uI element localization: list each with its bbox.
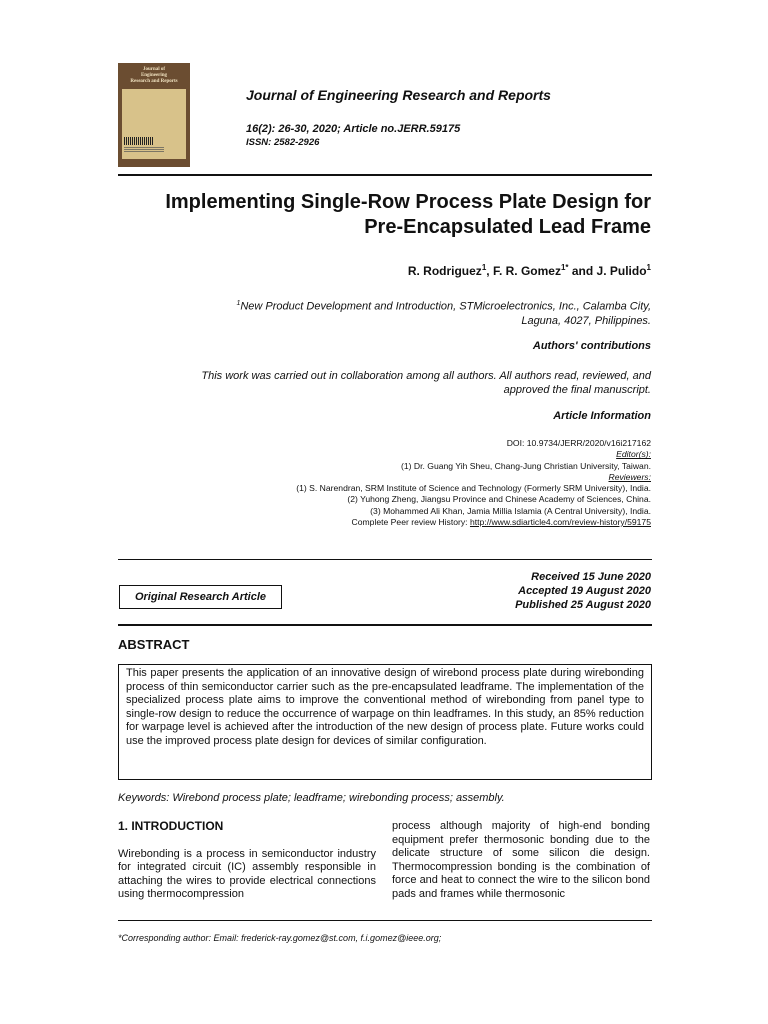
contributions-line-2: approved the final manuscript. — [503, 384, 651, 396]
right-column — [392, 820, 650, 902]
intro-paragraph-left: Wirebonding is a process in semiconductor industry for integrated circuit (IC) assembly responsible in attaching the wires to provide electrical connections using thermocompression — [118, 847, 376, 901]
cover-fine-print — [124, 147, 164, 153]
contributions-line-1: This work was carried out in collaboration among all authors. All authors read, reviewed, and — [201, 370, 651, 382]
article-info-block — [131, 438, 651, 528]
issue-info: 16(2): 26-30, 2020; Article no.JERR.59175 — [246, 123, 461, 135]
contributions-text — [151, 369, 651, 397]
abstract-text: This paper presents the application of an innovative design of wirebond process plate during wirebonding process of thin semiconductor carrier such as the pre-encapsulated leadframe. The implementation of the specialized process plate aims to improve the conventional method of wirebonding from panel type to single-row design to reduce the occurrence of warpage on thin leadframes. In this study, an 85% reduction for warpage level is achieved after the introduction of the new design of process plate. Future works could use the improved process plate design for devices of similar configuration. — [118, 664, 652, 780]
paper-title-line-2: Pre-Encapsulated Lead Frame — [364, 216, 651, 238]
author-separator: , — [486, 264, 493, 278]
issn: ISSN: 2582-2926 — [246, 137, 320, 148]
author-separator: and — [568, 264, 597, 278]
article-info-heading: Article Information — [553, 410, 651, 422]
contributions-heading: Authors' contributions — [532, 340, 651, 352]
journal-cover-image — [118, 63, 190, 167]
doi: DOI: 10.9734/JERR/2020/v16i217162 — [506, 438, 651, 448]
article-type-badge: Original Research Article — [119, 585, 282, 609]
received-date: Received 15 June 2020 — [531, 571, 651, 583]
footnote-divider — [118, 920, 652, 921]
reviewers-label: Reviewers: — [608, 471, 651, 482]
author-name: J. Pulido — [596, 264, 647, 278]
paper-title-line-1: Implementing Single-Row Process Plate Design for — [165, 191, 651, 213]
section-heading-introduction: 1. INTRODUCTION — [118, 819, 224, 833]
author-name: R. Rodriguez — [407, 264, 482, 278]
cover-barcode — [124, 137, 154, 145]
cover-title: Journal of Engineering Research and Reports — [130, 67, 178, 84]
intro-paragraph-right: process although majority of high-end bonding equipment prefer thermosonic bonding due to the delicate structure of some silicon die design. Thermocompression bonding is the combination of force and heat to connect the wire to the silicon bond pads and frames while thermosonic — [392, 820, 650, 900]
paper-title — [91, 190, 651, 240]
author-affiliation-mark: 1 — [481, 263, 487, 272]
editor-entry: (1) Dr. Guang Yih Sheu, Chang-Jung Christian University, Taiwan. — [401, 460, 651, 471]
keywords: Keywords: Wirebond process plate; leadframe; wirebonding process; assembly. — [118, 792, 505, 804]
corresponding-author-footnote: *Corresponding author: Email: frederick-ray.gomez@st.com, f.i.gomez@ieee.org; — [118, 933, 442, 943]
published-date: Published 25 August 2020 — [515, 599, 651, 611]
reviewer-entry: (3) Mohammed Ali Khan, Jamia Millia Islamia (A Central University), India. — [370, 505, 651, 516]
affiliation-line-2: Laguna, 4027, Philippines. — [521, 314, 651, 327]
author-affiliation-mark: 1* — [560, 263, 569, 272]
review-history-link[interactable]: http://www.sdiarticle4.com/review-history/59175 — [469, 517, 651, 528]
left-column — [118, 820, 376, 902]
editors-label: Editor(s): — [616, 449, 651, 460]
journal-name: Journal of Engineering Research and Reports — [246, 87, 551, 103]
abstract-divider — [118, 624, 652, 626]
abstract-heading: ABSTRACT — [118, 637, 190, 652]
accepted-date: Accepted 19 August 2020 — [518, 585, 651, 597]
reviewer-entry: (1) S. Narendran, SRM Institute of Science and Technology (Formerly SRM University), India. — [296, 483, 651, 494]
author-name: F. R. Gomez — [492, 264, 561, 278]
publication-dates — [515, 570, 651, 612]
affiliation-mark: 1 — [236, 300, 241, 307]
author-affiliation-mark: 1 — [646, 263, 651, 272]
affiliation-line-1: New Product Development and Introduction, STMicroelectronics, Inc., Calamba City, — [240, 300, 651, 313]
affiliation — [191, 297, 651, 328]
reviewer-entry: (2) Yuhong Zheng, Jiangsu Province and Chinese Academy of Sciences, China. — [347, 494, 651, 505]
review-history — [131, 517, 651, 528]
author-list — [408, 263, 651, 278]
info-divider — [118, 559, 652, 560]
header-divider — [118, 174, 652, 176]
review-history-label: Complete Peer review History: — [351, 517, 470, 528]
